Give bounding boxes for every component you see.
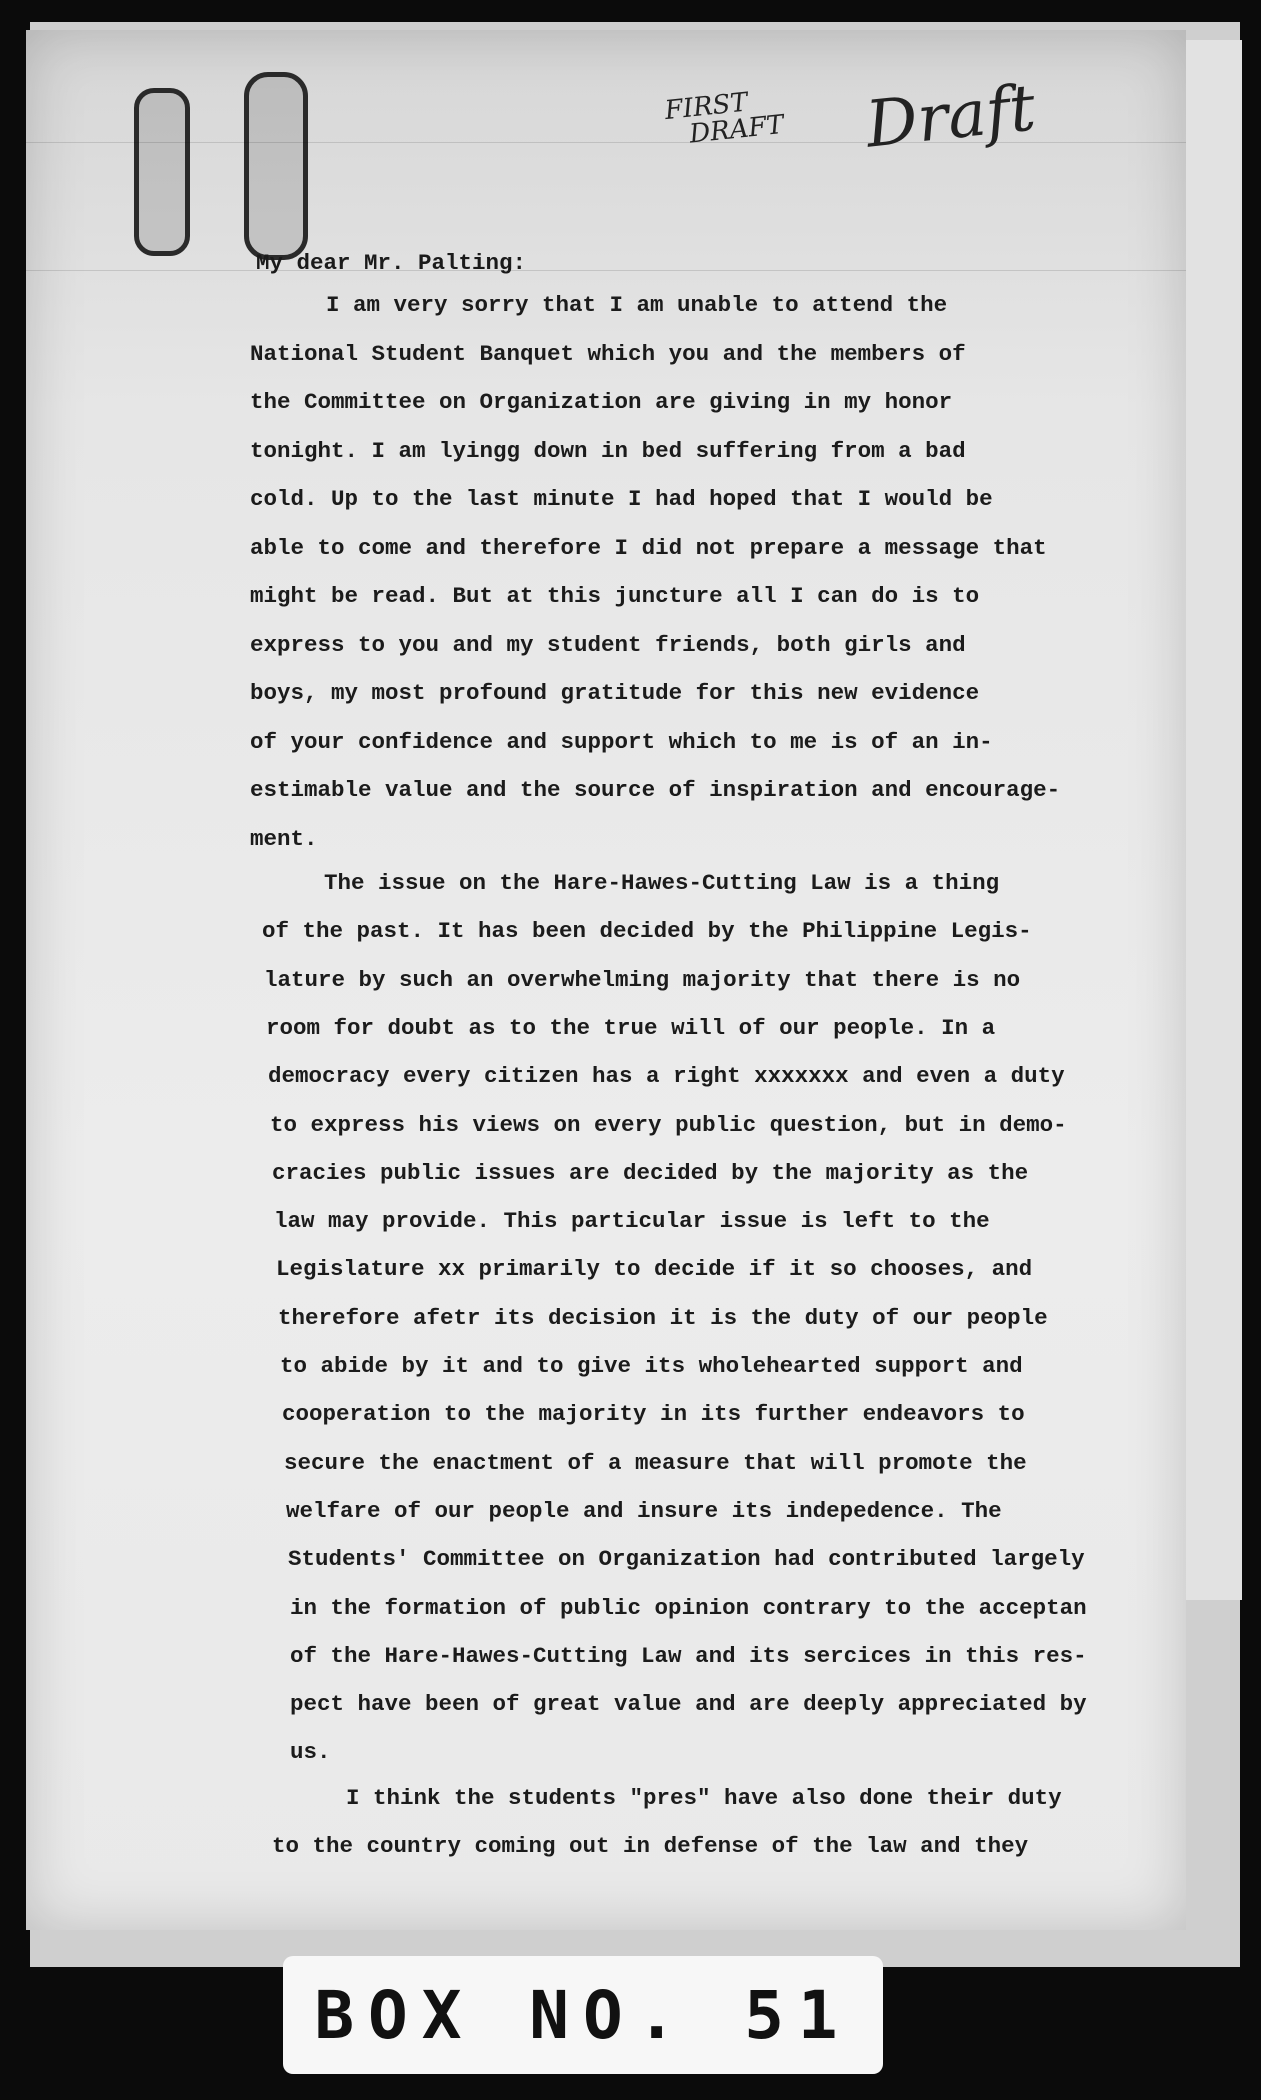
letter-line: Students' Committee on Organization had contributed largely bbox=[288, 1546, 1085, 1573]
first-draft-line1: FIRST bbox=[663, 87, 750, 127]
first-draft-line2: DRAFT bbox=[687, 109, 786, 150]
letter-line: therefore afetr its decision it is the duty of our people bbox=[278, 1304, 1048, 1331]
letter-line: The issue on the Hare-Hawes-Cutting Law is a thing bbox=[324, 870, 1000, 896]
letter-line: democracy every citizen has a right xxxxxxx and even a duty bbox=[268, 1063, 1065, 1090]
letter-line: the Committee on Organization are giving in my honor bbox=[250, 389, 953, 415]
letter-line: estimable value and the source of inspiration and encourage- bbox=[250, 777, 1061, 803]
box-number-label: BOX NO. 51 bbox=[283, 1956, 883, 2074]
paper-clip-mark bbox=[134, 88, 190, 256]
letter-line: Legislature xx primarily to decide if it so chooses, and bbox=[276, 1256, 1033, 1283]
draft-annotation: Draft bbox=[862, 71, 1039, 163]
letter-line: in the formation of public opinion contrary to the acceptan bbox=[290, 1594, 1087, 1621]
letter-line: to the country coming out in defense of the law and they bbox=[272, 1833, 1029, 1859]
letter-line: pect have been of great value and are deeply appreciated by bbox=[290, 1691, 1087, 1718]
letter-salutation: My dear Mr. Palting: bbox=[256, 250, 527, 276]
letter-line: of your confidence and support which to me is of an in- bbox=[250, 728, 993, 755]
letter-line: lature by such an overwhelming majority that there is no bbox=[264, 966, 1021, 993]
letter-line: to abide by it and to give its wholehearted support and bbox=[280, 1353, 1023, 1379]
letter-line: of the Hare-Hawes-Cutting Law and its sercices in this res- bbox=[290, 1642, 1087, 1669]
letter-line: welfare of our people and insure its indepedence. The bbox=[286, 1497, 1002, 1524]
letter-line: us. bbox=[290, 1739, 331, 1766]
letter-line: express to you and my student friends, both girls and bbox=[250, 631, 966, 658]
letter-line: of the past. It has been decided by the Philippine Legis- bbox=[262, 918, 1032, 945]
letter-line: might be read. But at this juncture all I can do is to bbox=[250, 583, 980, 609]
letter-line: secure the enactment of a measure that will promote the bbox=[284, 1449, 1027, 1476]
letter-line: I am very sorry that I am unable to attend the bbox=[326, 292, 948, 318]
letter-line: cold. Up to the last minute I had hoped that I would be bbox=[250, 486, 993, 512]
letter-line: I think the students "pres" have also done their duty bbox=[346, 1785, 1062, 1811]
letter-line: cooperation to the majority in its further endeavors to bbox=[282, 1401, 1025, 1428]
letter-line: National Student Banquet which you and the members of bbox=[250, 340, 966, 367]
fold-line bbox=[26, 270, 1186, 271]
letter-line: ment. bbox=[250, 825, 318, 852]
letter-line: able to come and therefore I did not prepare a message that bbox=[250, 534, 1047, 561]
letter-line: boys, my most profound gratitude for this new evidence bbox=[250, 680, 980, 706]
paper-clip-mark bbox=[244, 72, 308, 260]
letter-line: room for doubt as to the true will of our people. In a bbox=[266, 1014, 996, 1041]
letter-line: law may provide. This particular issue is left to the bbox=[274, 1208, 990, 1235]
letter-line: tonight. I am lyingg down in bed suffering from a bad bbox=[250, 437, 966, 464]
letter-line: cracies public issues are decided by the majority as the bbox=[272, 1159, 1029, 1186]
first-draft-annotation bbox=[664, 86, 785, 150]
document-page bbox=[26, 30, 1186, 1930]
letter-line: to express his views on every public question, but in demo- bbox=[270, 1111, 1067, 1138]
